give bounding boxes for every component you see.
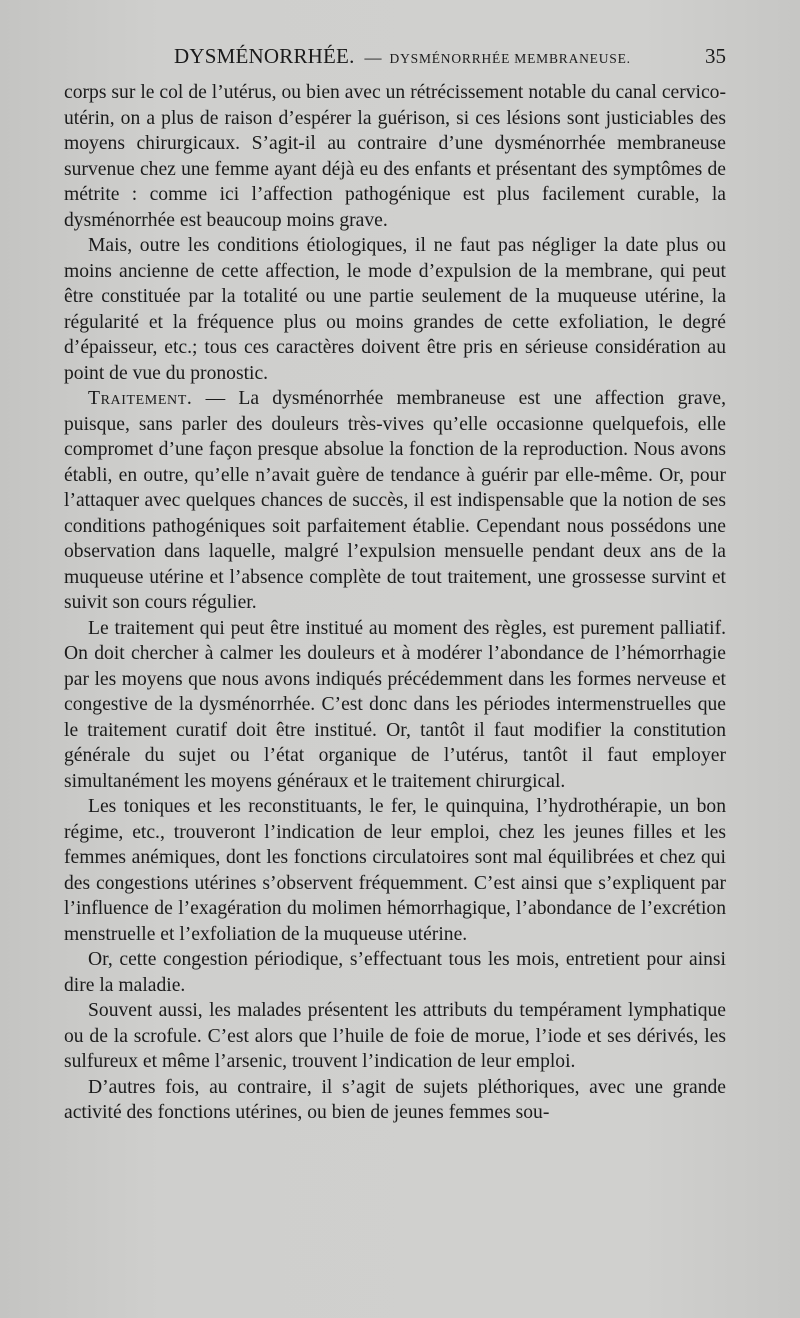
paragraph: Le traitement qui peut être institué au moment des règles, est purement palliatif. On doit chercher à calmer les douleurs et à modérer l’abondance de l’hémorrhagie par les moyens que nous avons indiqués précédemment dans les formes nerveuse et congestive de la dysménorrhée. C’est donc dans les périodes intermenstruelles que le traitement curatif doit être institué. Or, tantôt il faut modifier la constitution générale du sujet ou l’état organique de l’utérus, tantôt il faut employer simultanément les moyens généraux et le traitement chirurgical. xyxy=(64,617,726,792)
paragraph xyxy=(64,386,726,616)
running-head xyxy=(64,44,726,78)
paragraph: Souvent aussi, les malades présentent les attributs du tempérament lymphatique ou de la scrofule. C’est alors que l’huile de foie de morue, l’iode et ses dérivés, les sulfureux et même l’arsenic, trouvent l’indication de leur emploi. xyxy=(64,1000,726,1072)
paragraph: corps sur le col de l’utérus, ou bien avec un rétrécissement notable du canal cervico-utérin, on a plus de raison d’espérer la guérison, si ces lésions sont justiciables des moyens chirurgicaux. S’agit-il au contraire d’une dysménorrhée membraneuse survenue chez une femme ayant déjà eu des enfants et présentant des symptômes de métrite : comme ici l’affection pathogénique est plus facilement curable, la dysménorrhée est beaucoup moins grave. xyxy=(64,82,726,231)
page-number: 35 xyxy=(705,44,726,68)
paragraph: Mais, outre les conditions étiologiques, il ne faut pas négliger la date plus ou moins ancienne de cette affection, le mode d’expulsion de la membrane, qui peut être constituée par la totalité ou une partie seulement de la muqueuse utérine, la régularité et la fréquence plus ou moins grandes de cette exfoliation, le degré d’épaisseur, etc.; tous ces caractères doivent être pris en sérieuse considération au point de vue du pronostic. xyxy=(64,235,726,384)
paragraph: D’autres fois, au contraire, il s’agit de sujets pléthoriques, avec une grande activité des fonctions utérines, ou bien de jeunes femmes sou- xyxy=(64,1076,726,1123)
header-dash: — xyxy=(364,48,382,67)
paragraph: Les toniques et les reconstituants, le fer, le quinquina, l’hydrothérapie, un bon régime, etc., trouveront l’indication de leur emploi, chez les jeunes filles et les femmes anémiques, dont les fonctions circulatoires sont mal équilibrées et chez qui des congestions utérines s’observent fréquemment. C’est ainsi que s’expliquent par l’influence de l’exagération du molimen hémorrhagique, l’abondance de l’excrétion menstruelle et l’exfoliation de la muqueuse utérine. xyxy=(64,796,726,945)
paragraph-text: — La dysménorrhée membraneuse est une affection grave, puisque, sans parler des douleurs très-vives qu’elle occasionne quelquefois, elle compromet d’une façon presque absolue la fonction de la reproduction. Nous avons établi, en outre, qu’elle n’avait guère de tendance à guérir par elle-même. Or, pour l’attaquer avec quelques chances de succès, il est indispensable que la notion de ses conditions pathogéniques soit parfaitement établie. Cependant nous possédons une observation dans laquelle, malgré l’expulsion mensuelle pendant deux ans de la muqueuse utérine et l’absence complète de tout traitement, une grossesse survint et suivit son cours régulier. xyxy=(64,388,726,613)
section-title: DYSMÉNORRHÉE MEMBRANEUSE. xyxy=(389,51,631,66)
paragraph: Or, cette congestion périodique, s’effectuant tous les mois, entretient pour ainsi dire la maladie. xyxy=(64,949,726,996)
body-text xyxy=(64,80,726,1126)
section-heading: Traitement. xyxy=(88,388,193,409)
chapter-title: DYSMÉNORRHÉE. xyxy=(174,44,355,68)
